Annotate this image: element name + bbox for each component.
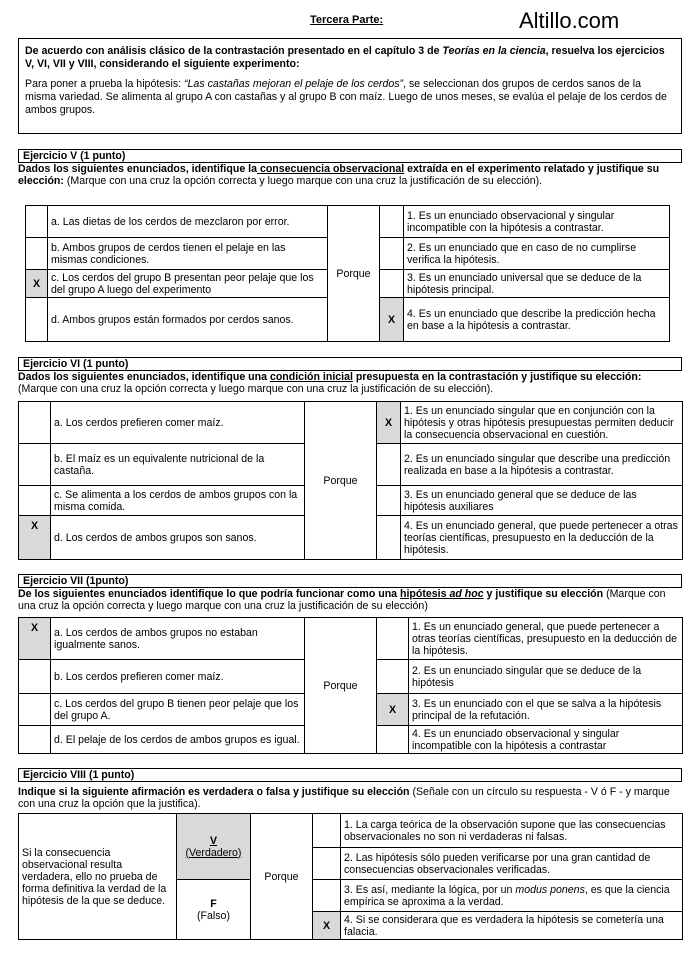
ex7-option-a-mark[interactable]: X <box>19 618 51 660</box>
exercise-8-title: Ejercicio VIII (1 punto) <box>18 768 682 782</box>
exercise-6-table <box>18 401 683 560</box>
ex7-just-3: 3. Es un enunciado con el que se salva a la hipótesis principal de la refutación. <box>409 694 683 726</box>
ex6-option-a-mark[interactable] <box>19 402 51 444</box>
ex5-option-c: c. Los cerdos del grupo B presentan peor pelaje que los del grupo A luego del experimento <box>48 270 328 298</box>
exercise-7-title: Ejercicio VII (1punto) <box>18 574 682 588</box>
ex8-option-f[interactable] <box>177 880 251 940</box>
intro-question: De acuerdo con análisis clásico de la contrastación presentado en el capítulo 3 de Teorías en la ciencia, resuelva los ejercicios V, VI, VII y VIII, considerando el siguiente experimento: <box>25 45 665 70</box>
ex8-v-word: (Verdadero) <box>185 846 242 859</box>
ex6-just-2-mark[interactable] <box>377 444 401 486</box>
ex7-just-2: 2. Es un enunciado singular que se deduce de la hipótesis <box>409 660 683 694</box>
ex7-just-1: 1. Es un enunciado general, que puede pertenecer a otras teorías científicas, presupuesto en la deducción de la hipótesis. <box>409 618 683 660</box>
ex8-v-letter: V <box>209 834 218 847</box>
ex6-option-a: a. Los cerdos prefieren comer maíz. <box>51 402 305 444</box>
exercise-8-table <box>18 813 683 940</box>
ex6-option-b: b. El maíz es un equivalente nutricional de la castaña. <box>51 444 305 486</box>
exercise-7-table <box>18 617 683 754</box>
ex8-just-2-mark[interactable] <box>313 848 341 880</box>
ex5-just-1: 1. Es un enunciado observacional y singular incompatible con la hipótesis a contrastar. <box>404 206 670 238</box>
ex5-just-3-mark[interactable] <box>380 270 404 298</box>
ex6-just-4-mark[interactable] <box>377 516 401 560</box>
ex7-just-1-mark[interactable] <box>377 618 409 660</box>
ex8-just-2: 2. Las hipótesis sólo pueden verificarse por una gran cantidad de consecuencias observacionales verificadas. <box>341 848 683 880</box>
ex6-option-b-mark[interactable] <box>19 444 51 486</box>
ex7-option-c: c. Los cerdos del grupo B tienen peor pelaje que los del grupo A. <box>51 694 305 726</box>
ex6-porque: Porque <box>305 402 377 560</box>
ex6-just-4: 4. Es un enunciado general, que puede pertenecer a otras teorías científicas, presupuesto en la deducción de la hipótesis. <box>401 516 683 560</box>
ex7-just-2-mark[interactable] <box>377 660 409 694</box>
ex6-option-d-mark[interactable]: X <box>19 516 51 560</box>
ex5-option-d: d. Ambos grupos están formados por cerdos sanos. <box>48 298 328 342</box>
ex8-f-word: (Falso) <box>197 909 230 922</box>
ex5-option-a-mark[interactable] <box>26 206 48 238</box>
exercise-5-instructions: Dados los siguientes enunciados, identifique la consecuencia observacional extraída en el experimento relatado y justifique su elección: (Marque con una cruz la opción correcta y luego marque con una cruz la justificación de su elección). <box>18 163 660 187</box>
ex8-just-1-mark[interactable] <box>313 814 341 848</box>
ex8-just-3-mark[interactable] <box>313 880 341 912</box>
exercise-7-instructions: De los siguientes enunciados identifique lo que podría funcionar como una hipótesis ad hoc y justifique su elección (Marque con una cruz la opción correcta y luego marque con una cruz la justificación de su elección) <box>18 588 666 612</box>
ex7-option-d: d. El pelaje de los cerdos de ambos grupos es igual. <box>51 726 305 754</box>
ex5-just-2: 2. Es un enunciado que en caso de no cumplirse verifica la hipótesis. <box>404 238 670 270</box>
ex6-just-1: 1. Es un enunciado singular que en conjunción con la hipótesis y otras hipótesis presupuestas permiten deducir la consecuencia observacional en cuestión. <box>401 402 683 444</box>
ex6-just-3: 3. Es un enunciado general que se deduce de las hipótesis auxiliares <box>401 486 683 516</box>
ex6-just-1-mark[interactable]: X <box>377 402 401 444</box>
ex5-option-b: b. Ambos grupos de cerdos tienen el pelaje en las mismas condiciones. <box>48 238 328 270</box>
ex5-option-a: a. Las dietas de los cerdos de mezclaron por error. <box>48 206 328 238</box>
ex7-option-b-mark[interactable] <box>19 660 51 694</box>
ex5-porque: Porque <box>328 206 380 342</box>
ex8-just-4: 4. Si se considerara que es verdadera la hipótesis se cometería una falacia. <box>341 912 683 940</box>
ex5-just-4: 4. Es un enunciado que describe la predicción hecha en base a la hipótesis a contrastar. <box>404 298 670 342</box>
ex8-option-v[interactable] <box>177 814 251 880</box>
ex6-just-2: 2. Es un enunciado singular que describe una predicción realizada en base a la hipótesis a contrastar. <box>401 444 683 486</box>
ex7-just-3-mark[interactable]: X <box>377 694 409 726</box>
ex5-just-1-mark[interactable] <box>380 206 404 238</box>
page-header <box>0 8 700 34</box>
ex8-statement: Si la consecuencia observacional resulta verdadera, ello no prueba de forma definitiva la verdad de la hipótesis de la que se deduce. <box>19 814 177 940</box>
ex7-porque: Porque <box>305 618 377 754</box>
ex8-just-4-mark[interactable]: X <box>313 912 341 940</box>
brand-logo: Altillo.com <box>519 8 620 33</box>
exercise-6-title: Ejercicio VI (1 punto) <box>18 357 682 371</box>
exercise-5-title: Ejercicio V (1 punto) <box>18 149 682 163</box>
ex5-option-c-mark[interactable]: X <box>26 270 48 298</box>
ex5-option-d-mark[interactable] <box>26 298 48 342</box>
ex7-option-b: b. Los cerdos prefieren comer maíz. <box>51 660 305 694</box>
ex7-option-d-mark[interactable] <box>19 726 51 754</box>
ex8-porque: Porque <box>251 814 313 940</box>
ex6-option-c: c. Se alimenta a los cerdos de ambos grupos con la misma comida. <box>51 486 305 516</box>
intro-experiment: Para poner a prueba la hipótesis: “Las castañas mejoran el pelaje de los cerdos”, se seleccionan dos grupos de cerdos sanos de la misma variedad. Se alimenta al grupo A con castañas y al grupo B con maíz. Luego de unos meses, se evalúa el pelaje de los cerdos de ambos grupos. <box>25 78 667 116</box>
ex6-just-3-mark[interactable] <box>377 486 401 516</box>
exercise-6-instructions: Dados los siguientes enunciados, identifique una condición inicial presupuesta en la contrastación y justifique su elección: (Marque con una cruz la opción correcta y luego marque con una cruz la justificación de su elección). <box>18 371 642 395</box>
ex5-just-4-mark[interactable]: X <box>380 298 404 342</box>
ex8-f-letter: F <box>210 897 217 910</box>
ex5-just-3: 3. Es un enunciado universal que se deduce de la hipótesis principal. <box>404 270 670 298</box>
ex8-just-1: 1. La carga teórica de la observación supone que las consecuencias observacionales no son ni verdaderas ni falsas. <box>341 814 683 848</box>
ex6-option-c-mark[interactable] <box>19 486 51 516</box>
ex6-option-d: d. Los cerdos de ambos grupos son sanos. <box>51 516 305 560</box>
ex5-just-2-mark[interactable] <box>380 238 404 270</box>
ex7-just-4-mark[interactable] <box>377 726 409 754</box>
ex8-just-3: 3. Es así, mediante la lógica, por un modus ponens, es que la ciencia empírica se aproxima a la verdad. <box>341 880 683 912</box>
ex5-option-b-mark[interactable] <box>26 238 48 270</box>
intro-box <box>18 38 682 134</box>
part-title: Tercera Parte: <box>310 14 384 26</box>
ex7-just-4: 4. Es un enunciado observacional y singular incompatible con la hipótesis a contrastar <box>409 726 683 754</box>
ex7-option-c-mark[interactable] <box>19 694 51 726</box>
exercise-8-instructions: Indique si la siguiente afirmación es verdadera o falsa y justifique su elección (Señale con un círculo su respuesta - V ó F - y marque con una cruz la opción que la justifica). <box>18 786 670 810</box>
exercise-5-table <box>25 205 670 342</box>
ex7-option-a: a. Los cerdos de ambos grupos no estaban igualmente sanos. <box>51 618 305 660</box>
